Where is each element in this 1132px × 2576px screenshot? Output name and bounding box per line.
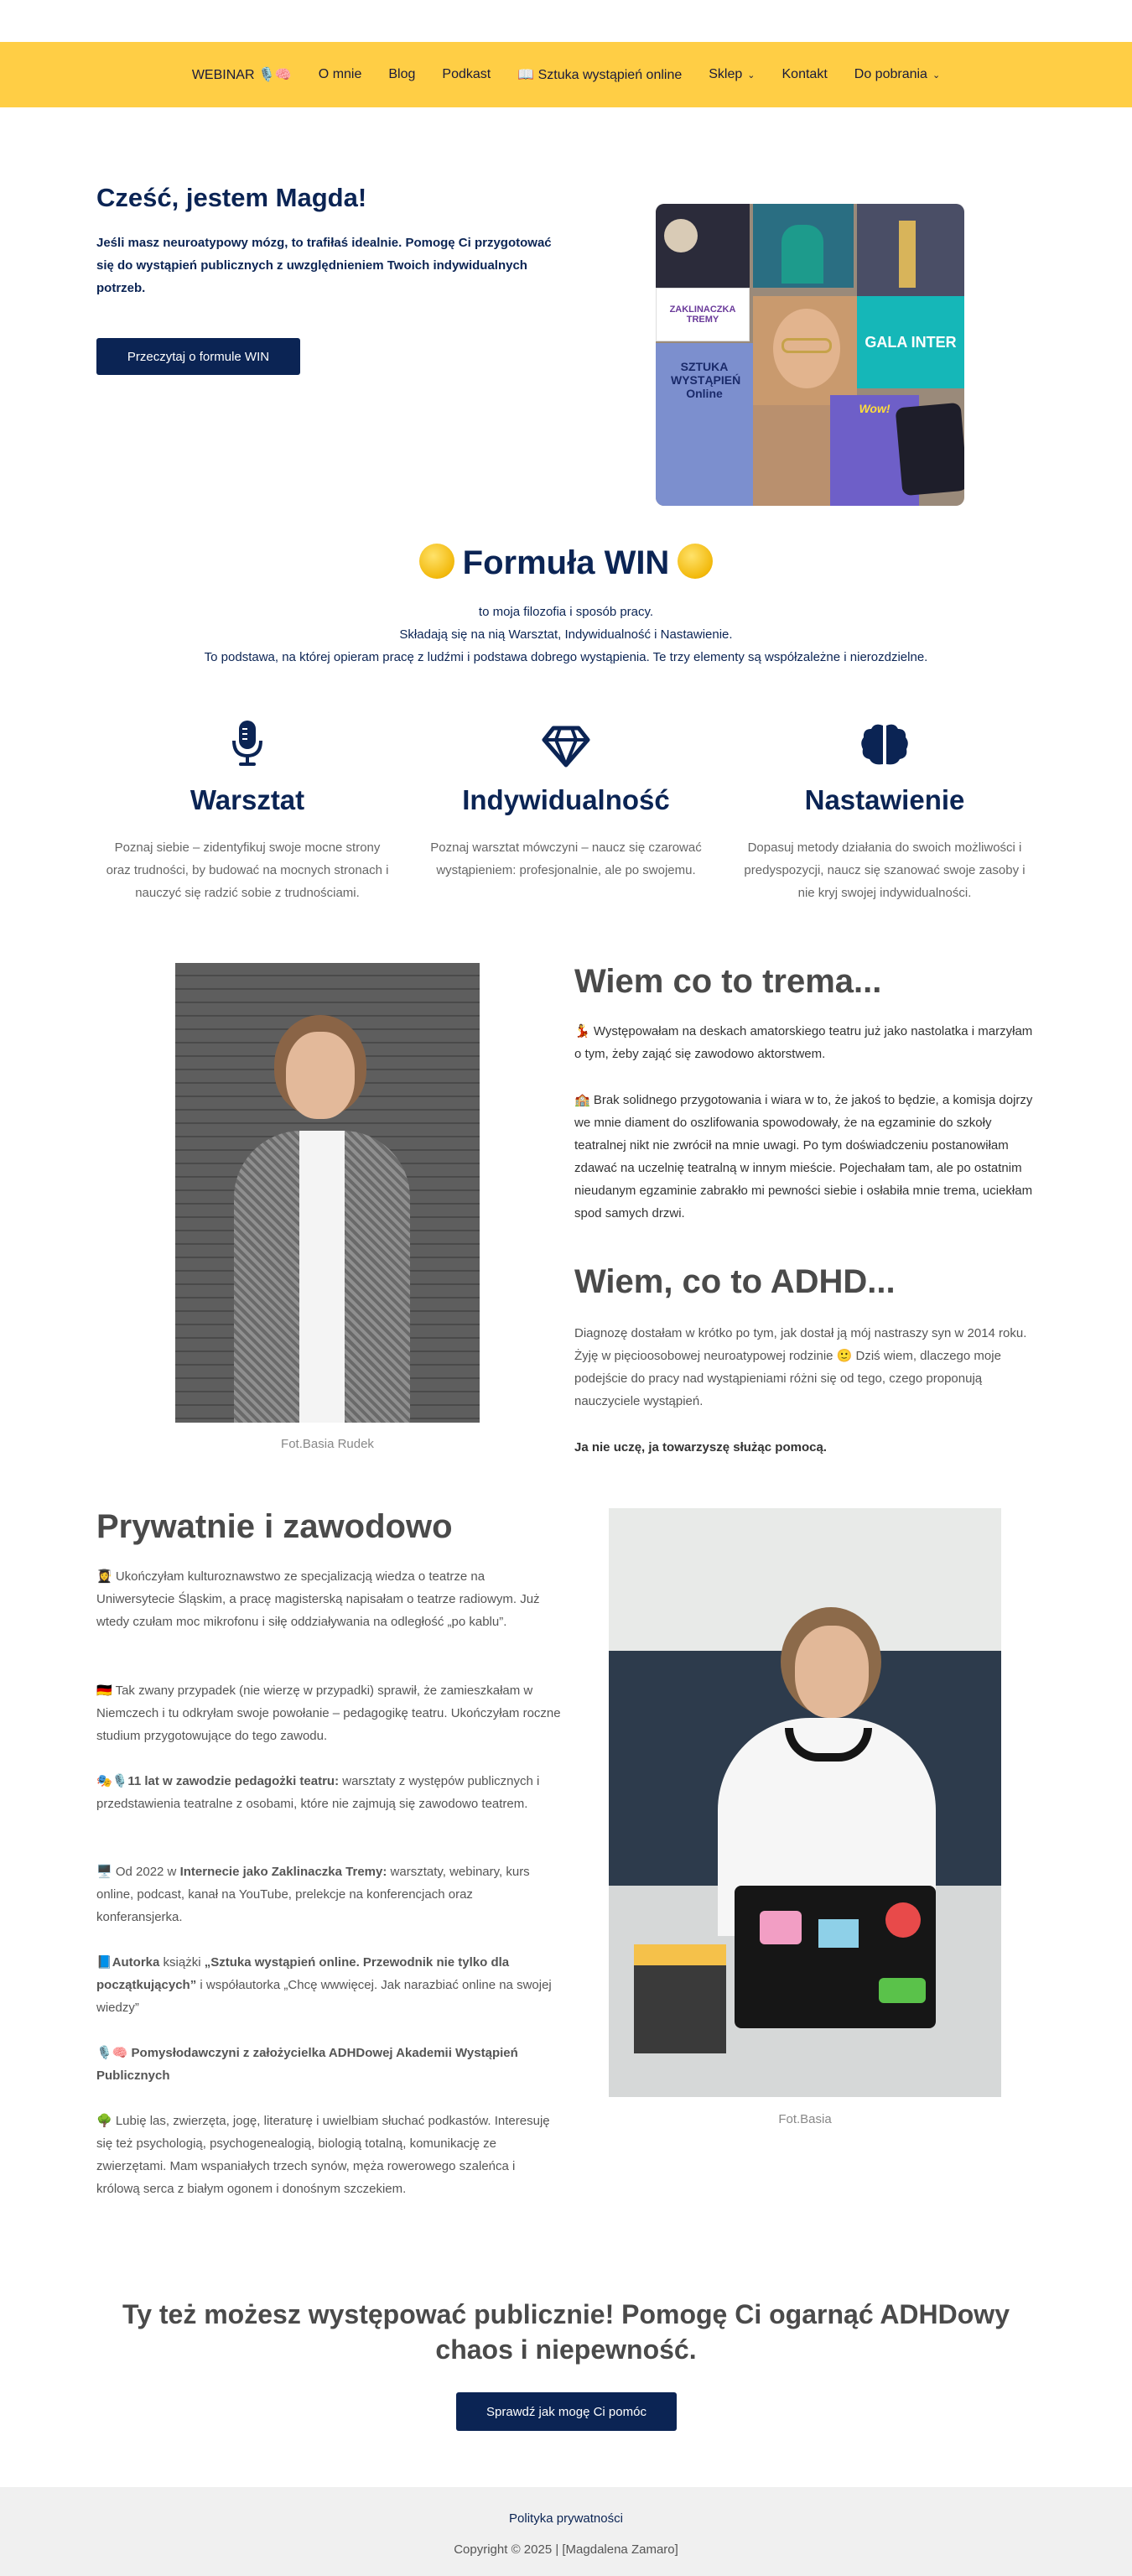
pillar-title: Indywidualność <box>462 784 670 815</box>
private-section <box>0 1508 1132 2280</box>
portrait-photo <box>175 963 480 1423</box>
nav-item-podkast[interactable] <box>428 67 504 82</box>
formula-title-text: Formuła WIN <box>462 544 670 581</box>
pillar-text: Dopasuj metody działania do swoich możliwości i predyspozycji, naucz się szanować swoje zasoby i nie kryj swojej indywidualności. <box>744 840 1026 900</box>
pillar-title: Warsztat <box>190 784 305 815</box>
text-part: 🎙️🧠 <box>96 2046 132 2060</box>
nav-label: Do pobrania <box>854 67 927 81</box>
trema-paragraph: 🏫 Brak solidnego przygotowania i wiara w to, że jakoś to będzie, a komisja dojrzy we mnie diament do oszlifowania spowodowały, że na egzaminie do szkoły teatralnej nikt nie zwrócił na mnie uwagi. Po tym doświadczeniu postanowiłam zdawać na uczelnię teatralną w innym mieście. Pojechałam tam, ale po ostatnim nieudanym egzaminie zabrakło mi pewności siebie i osłabiła mnie trema, uciekłam spod samych drzwi. <box>574 1093 1033 1220</box>
nav-item-blog[interactable] <box>375 67 428 82</box>
yellow-circle-icon <box>419 544 454 579</box>
formula-title <box>0 544 1132 582</box>
laptop-photo <box>609 1508 1001 2097</box>
chevron-down-icon: ⌄ <box>932 70 941 81</box>
adhd-motto: Ja nie uczę, ja towarzyszę służąc pomocą. <box>574 1440 827 1455</box>
nav-item-kontakt[interactable] <box>769 67 841 82</box>
read-about-win-button[interactable]: Przeczytaj o formule WIN <box>96 338 300 375</box>
main-nav <box>0 42 1132 107</box>
cta-title-line: Ty też możesz występować publicznie! Pomogę Ci ogarnąć ADHDowy <box>122 2299 1010 2329</box>
collage-label-wow: Wow! <box>859 402 891 415</box>
text-bold: Internecie jako Zaklinaczka Tremy: <box>179 1865 387 1879</box>
microphone-icon <box>88 716 407 768</box>
formula-intro-line: To podstawa, na której opieram pracę z ludźmi i podstawa dobrego wystąpienia. Te trzy elementy są współzależne i nierozdzielne. <box>204 650 928 664</box>
private-paragraph <box>96 1770 562 1815</box>
hero-lead: Jeśli masz neuroatypowy mózg, to trafiłaś idealnie. Pomogę Ci przygotować się do wystąpień publicznych z uwzględnieniem Twoich indywidualnych potrzeb. <box>96 236 552 295</box>
formula-intro-line: to moja filozofia i sposób pracy. <box>478 605 654 619</box>
text-bold: Pomysłodawczyni z założycielka ADHDowej Akademii Wystąpień Publicznych <box>96 2046 518 2083</box>
yellow-circle-icon <box>678 544 713 579</box>
pillar-nastawienie <box>725 716 1044 904</box>
privacy-policy-link[interactable]: Polityka prywatności <box>509 2511 623 2526</box>
adhd-title: Wiem, co to ADHD... <box>574 1263 896 1300</box>
formula-win-section <box>0 518 1132 963</box>
collage-label-trema: ZAKLINACZKA TREMY <box>669 304 736 325</box>
private-paragraph: 👩‍🎓 Ukończyłam kulturoznawstwo ze specjalizacją wiedza o teatrze na Uniwersytecie Śląskim, a pracę magisterską napisałam o teatrze radiowym. Już wtedy czułam moc mikrofonu i siłę oddziaływania na odległość „po kablu”. <box>96 1569 540 1629</box>
hero-collage-image <box>656 204 964 506</box>
diamond-icon <box>407 716 725 768</box>
nav-label: Podkast <box>442 67 491 81</box>
private-paragraph: 🌳 Lubię las, zwierzęta, jogę, literaturę i uwielbiam słuchać podkastów. Interesuję się też psychologią, psychogenealogią, biologią totalną, komunikację ze zwierzętami. Mam wspaniałych trzech synów, męża rowerowego szaleńca i królową serca z białym ogonem i donośnym szczekiem. <box>96 2114 550 2196</box>
nav-item-o-mnie[interactable] <box>305 67 376 82</box>
nav-label: 📖 Sztuka wystąpień online <box>517 68 683 82</box>
text-bold: Autorka <box>112 1955 160 1970</box>
text-part: książki <box>159 1955 205 1970</box>
adhd-paragraph: Diagnozę dostałam w krótko po tym, jak dostał ją mój nastraszy syn w 2014 roku. Żyję w pięcioosobowej neuroatypowej rodzinie 🙂 Dziś wiem, dlaczego moje podejście do pracy nad wystąpieniami różni się od tego, czego proponują nauczyciele wystąpień. <box>574 1326 1027 1408</box>
text-part: 🖥️ Od 2022 w <box>96 1865 180 1879</box>
nav-label: WEBINAR 🎙️🧠 <box>191 68 292 82</box>
text-part: 📘 <box>96 1955 112 1970</box>
private-paragraph <box>96 1860 562 1928</box>
trema-title: Wiem co to trema... <box>574 963 882 1000</box>
formula-intro <box>0 601 1132 669</box>
pillar-text: Poznaj warsztat mówczyni – naucz się czarować wystąpieniem: profesjonalnie, ale po swojemu. <box>430 840 702 877</box>
copyright-text: Copyright © 2025 | [Magdalena Zamaro] <box>454 2542 678 2557</box>
chevron-down-icon: ⌄ <box>747 70 756 81</box>
private-paragraph <box>96 1951 562 2019</box>
nav-label: Blog <box>388 67 416 81</box>
nav-item-sklep[interactable] <box>695 67 768 82</box>
cta-title-line: chaos i niepewność. <box>435 2334 697 2365</box>
formula-intro-line: Składają się na nią Warsztat, Indywidualność i Nastawienie. <box>399 627 733 642</box>
footer <box>0 2487 1132 2576</box>
trema-section <box>0 963 1132 1508</box>
pillar-title: Nastawienie <box>804 784 965 815</box>
text-bold: 11 lat w zawodzie pedagożki teatru: <box>127 1774 340 1788</box>
top-strip <box>0 0 1132 42</box>
collage-label-gala: GALA INTER <box>865 333 957 351</box>
photo-caption: Fot.Basia <box>778 2112 832 2126</box>
nav-item-webinar[interactable] <box>179 66 305 83</box>
nav-label: Sklep <box>709 67 743 81</box>
nav-label: O mnie <box>318 67 362 81</box>
text-part: warsztaty z występów publicznych i przedstawienia teatralne z osobami, które nie zajmują się zawodowo teatrem. <box>96 1774 540 1811</box>
private-title: Prywatnie i zawodowo <box>96 1508 453 1545</box>
photo-caption: Fot.Basia Rudek <box>281 1437 374 1451</box>
hero-title: Cześć, jestem Magda! <box>96 183 367 212</box>
nav-label: Kontakt <box>781 67 828 81</box>
cta-title <box>0 2297 1132 2367</box>
pillar-warsztat <box>88 716 407 904</box>
text-bold: „Sztuka wystąpień online. Przewodnik nie tylko dla początkujących” <box>96 1955 510 1992</box>
private-paragraph: 🇩🇪 Tak zwany przypadek (nie wierzę w przypadki) sprawił, że zamieszkałam w Niemczech i tu odkryłam swoje powołanie – pedagogikę teatru. Ukończyłam roczne studium przygotowujące do tego zawodu. <box>96 1684 561 1743</box>
text-part: warsztaty, webinary, kurs online, podcast, kanał na YouTube, prelekcje na konferencjach oraz konferansjerka. <box>96 1865 530 1924</box>
hero-section <box>0 107 1132 518</box>
check-how-i-help-button[interactable]: Sprawdź jak mogę Ci pomóc <box>456 2392 677 2431</box>
collage-label-book: SZTUKA WYSTĄPIEŃ Online <box>671 360 741 400</box>
text-part: 🎭🎙️ <box>96 1774 128 1788</box>
text-part: i współautorka „Chcę wwwięcej. Jak narazbiać online na swojej wiedzy” <box>96 1978 552 2015</box>
private-paragraph <box>96 2042 562 2087</box>
nav-item-sztuka-wystapien[interactable] <box>504 66 695 83</box>
nav-item-do-pobrania[interactable] <box>841 67 953 82</box>
trema-paragraph: 💃 Występowałam na deskach amatorskiego teatru już jako nastolatka i marzyłam o tym, żeby zająć się zawodowo aktorstwem. <box>574 1024 1033 1061</box>
brain-icon <box>725 716 1044 768</box>
pillar-indywidualnosc <box>407 716 725 882</box>
pillar-text: Poznaj siebie – zidentyfikuj swoje mocne strony oraz trudności, by budować na mocnych stronach i nauczyć się radzić sobie z trudnościami. <box>106 840 389 900</box>
